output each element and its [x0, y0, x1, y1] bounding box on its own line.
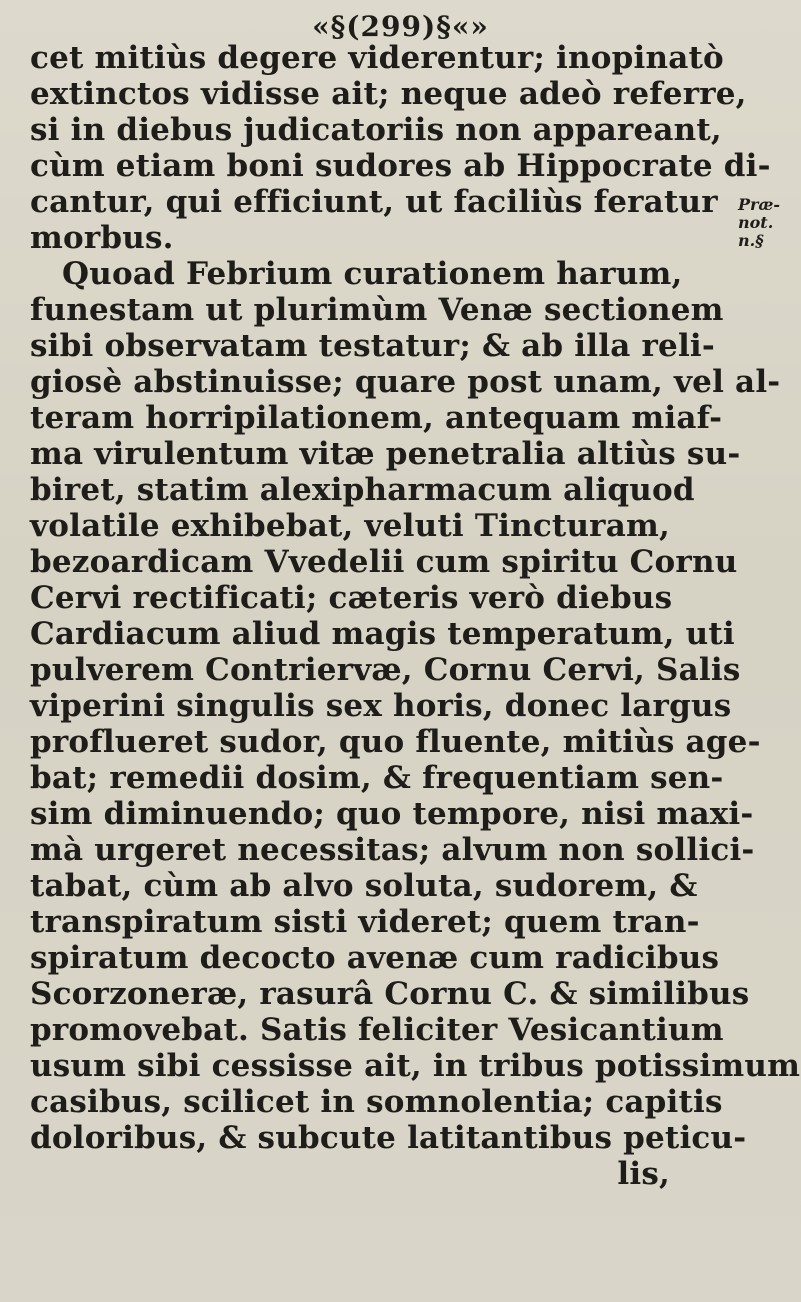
text-line: morbus. [30, 220, 174, 256]
text-line: cantur, qui efficiunt, ut faciliùs feratur [30, 184, 718, 220]
text-line: proflueret sudor, quo fluente, mitiùs age- [30, 724, 761, 760]
text-line-tail: lis, [617, 1156, 670, 1192]
paragraph-start: Quoad Febrium curationem harum, [62, 256, 683, 292]
text-line: mà urgeret necessitas; alvum non sollici- [30, 832, 755, 868]
text-line: pulverem Contriervæ, Cornu Cervi, Salis [30, 652, 741, 688]
text-line: usum sibi cessisse ait, in tribus potissimum [30, 1048, 801, 1084]
text-line: ma virulentum vitæ penetralia altiùs su- [30, 436, 741, 472]
text-line: doloribus, & subcute latitantibus peticu- [30, 1120, 747, 1156]
text-line: spiratum decocto avenæ cum radicibus [30, 940, 720, 976]
text-line: Cardiacum aliud magis temperatum, uti [30, 616, 735, 652]
text-line: extinctos vidisse ait; neque adeò referre, [30, 76, 747, 112]
margin-note-line: Præ- [738, 195, 781, 214]
text-line: giosè abstinuisse; quare post unam, vel al- [30, 364, 781, 400]
text-line: Scorzoneræ, rasurâ Cornu C. & similibus [30, 976, 750, 1012]
text-line: bezoardicam Vvedelii cum spiritu Cornu [30, 544, 738, 580]
text-line: transpiratum sisti videret; quem tran- [30, 904, 700, 940]
text-line: si in diebus judicatoriis non appareant, [30, 112, 722, 148]
page-header: «§(299)§«» [312, 10, 489, 43]
text-line: viperini singulis sex horis, donec largus [30, 688, 732, 724]
margin-note [738, 196, 798, 250]
text-line: cet mitiùs degere viderentur; inopinatò [30, 40, 724, 76]
text-line: sibi observatam testatur; & ab illa reli- [30, 328, 715, 364]
text-line: funestam ut plurimùm Venæ sectionem [30, 292, 724, 328]
text-line: promovebat. Satis feliciter Vesicantium [30, 1012, 724, 1048]
text-line: cùm etiam boni sudores ab Hippocrate di- [30, 148, 771, 184]
margin-note-line: not. n.§ [738, 213, 774, 250]
text-line: teram horripilationem, antequam miaf- [30, 400, 723, 436]
text-line: Cervi rectificati; cæteris verò diebus [30, 580, 673, 616]
text-line: casibus, scilicet in somnolentia; capitis [30, 1084, 723, 1120]
text-line: tabat, cùm ab alvo soluta, sudorem, & [30, 868, 698, 904]
text-line: bat; remedii dosim, & frequentiam sen- [30, 760, 724, 796]
text-line: volatile exhibebat, veluti Tincturam, [30, 508, 670, 544]
text-line: biret, statim alexipharmacum aliquod [30, 472, 695, 508]
text-line: sim diminuendo; quo tempore, nisi maxi- [30, 796, 754, 832]
